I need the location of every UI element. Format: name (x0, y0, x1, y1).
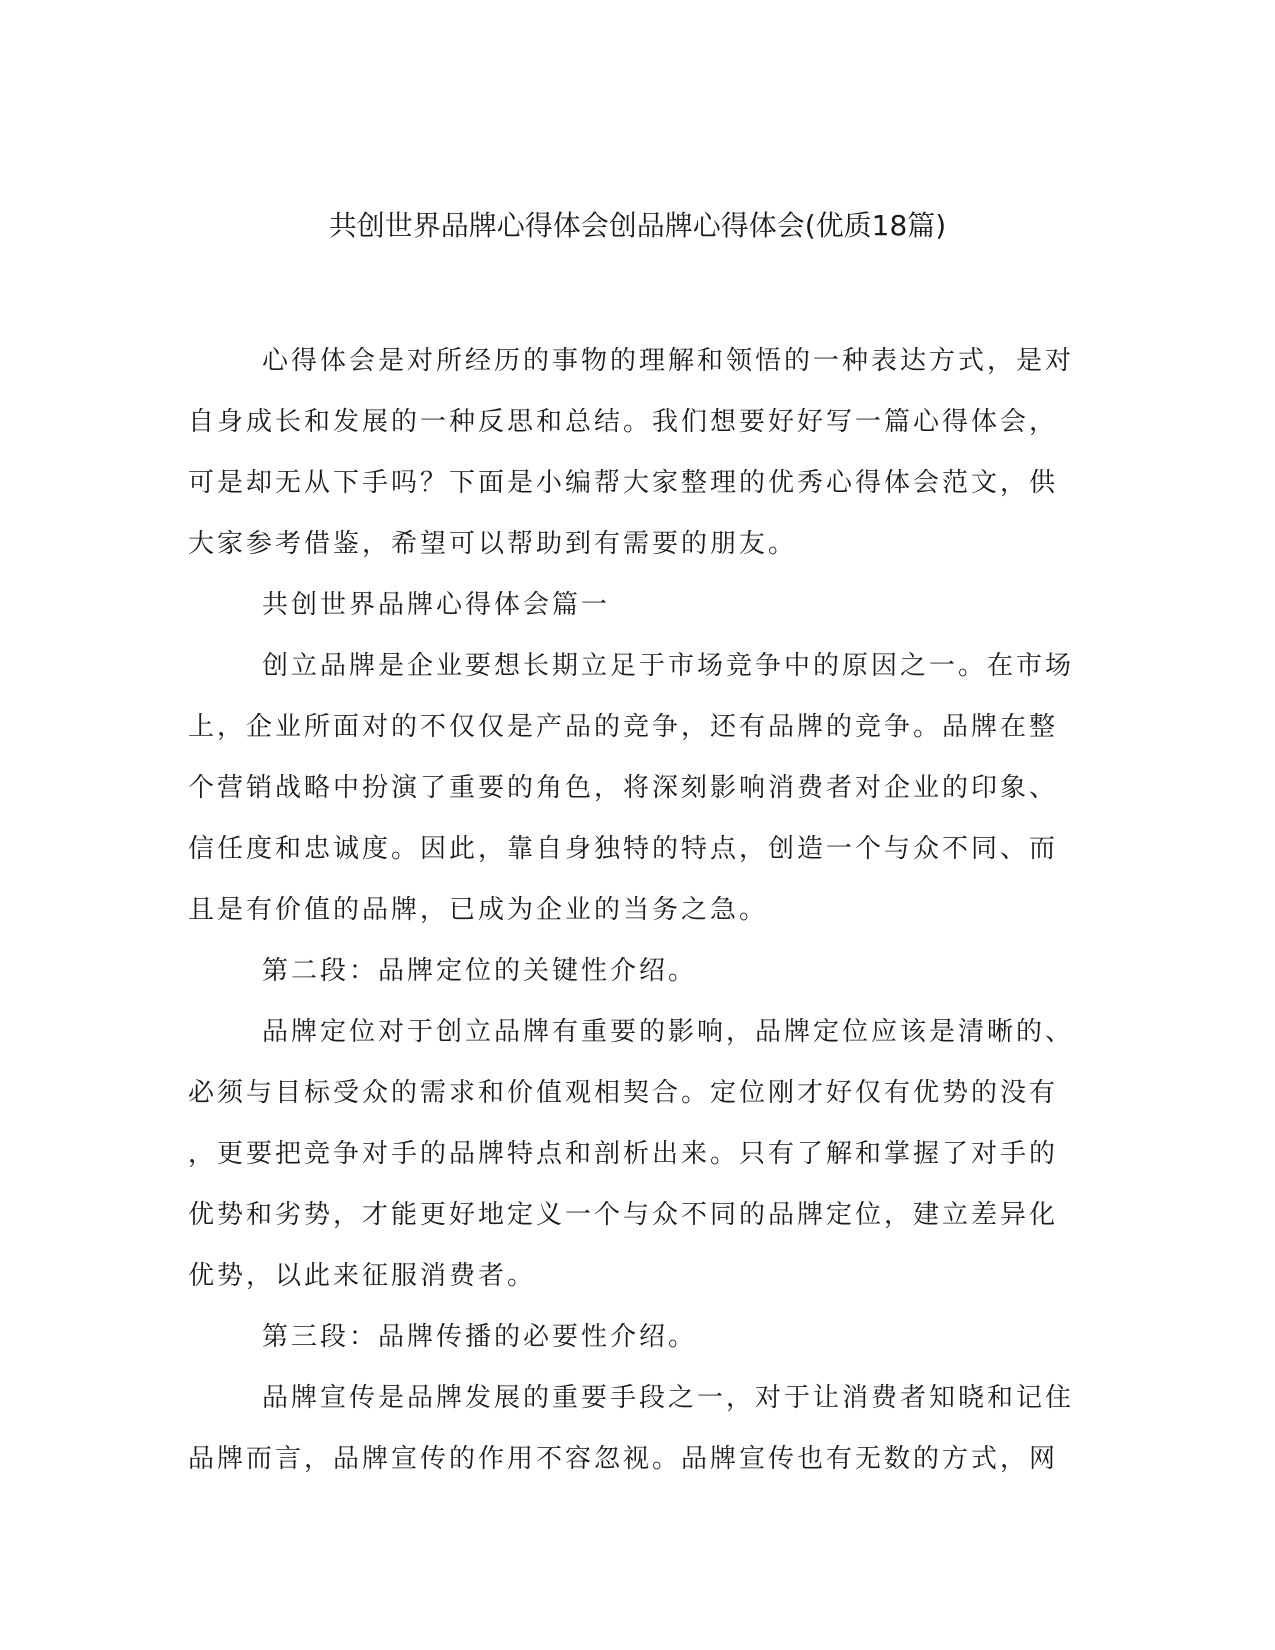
text-line: 心得体会是对所经历的事物的理解和领悟的一种表达方式，是对 (262, 346, 1075, 376)
text-line: 可是却无从下手吗？下面是小编帮大家整理的优秀心得体会范文，供 (188, 468, 1059, 498)
text-line: 个营销战略中扮演了重要的角色，将深刻影响消费者对企业的印象、 (188, 773, 1059, 803)
text-line: 品牌宣传是品牌发展的重要手段之一，对于让消费者知晓和记住 (262, 1383, 1075, 1413)
text-line: ，更要把竞争对手的品牌特点和剖析出来。只有了解和掌握了对手的 (188, 1139, 1059, 1169)
text-line: 优势，以此来征服消费者。 (188, 1261, 537, 1291)
text-line: 且是有价值的品牌，已成为企业的当务之急。 (188, 895, 769, 925)
text-line: 上，企业所面对的不仅仅是产品的竞争，还有品牌的竞争。品牌在整 (188, 712, 1059, 742)
text-line: 创立品牌是企业要想长期立足于市场竞争中的原因之一。在市场 (262, 651, 1075, 681)
text-line: 大家参考借鉴，希望可以帮助到有需要的朋友。 (188, 529, 798, 559)
document-body (188, 331, 1088, 1490)
text-line: 必须与目标受众的需求和价值观相契合。定位刚才好仅有优势的没有 (188, 1078, 1059, 1108)
text-line: 自身成长和发展的一种反思和总结。我们想要好好写一篇心得体会， (188, 407, 1059, 437)
document-title: 共创世界品牌心得体会创品牌心得体会(优质18篇) (328, 209, 947, 242)
text-line: 信任度和忠诚度。因此，靠自身独特的特点，创造一个与众不同、而 (188, 834, 1059, 864)
text-line: 第三段：品牌传播的必要性介绍。 (262, 1322, 698, 1352)
text-line: 优势和劣势，才能更好地定义一个与众不同的品牌定位，建立差异化 (188, 1200, 1059, 1230)
text-line: 共创世界品牌心得体会篇一 (262, 590, 611, 620)
text-line: 品牌定位对于创立品牌有重要的影响，品牌定位应该是清晰的、 (262, 1017, 1075, 1047)
text-line: 第二段：品牌定位的关键性介绍。 (262, 956, 698, 986)
text-line: 品牌而言，品牌宣传的作用不容忽视。品牌宣传也有无数的方式，网 (188, 1444, 1059, 1474)
